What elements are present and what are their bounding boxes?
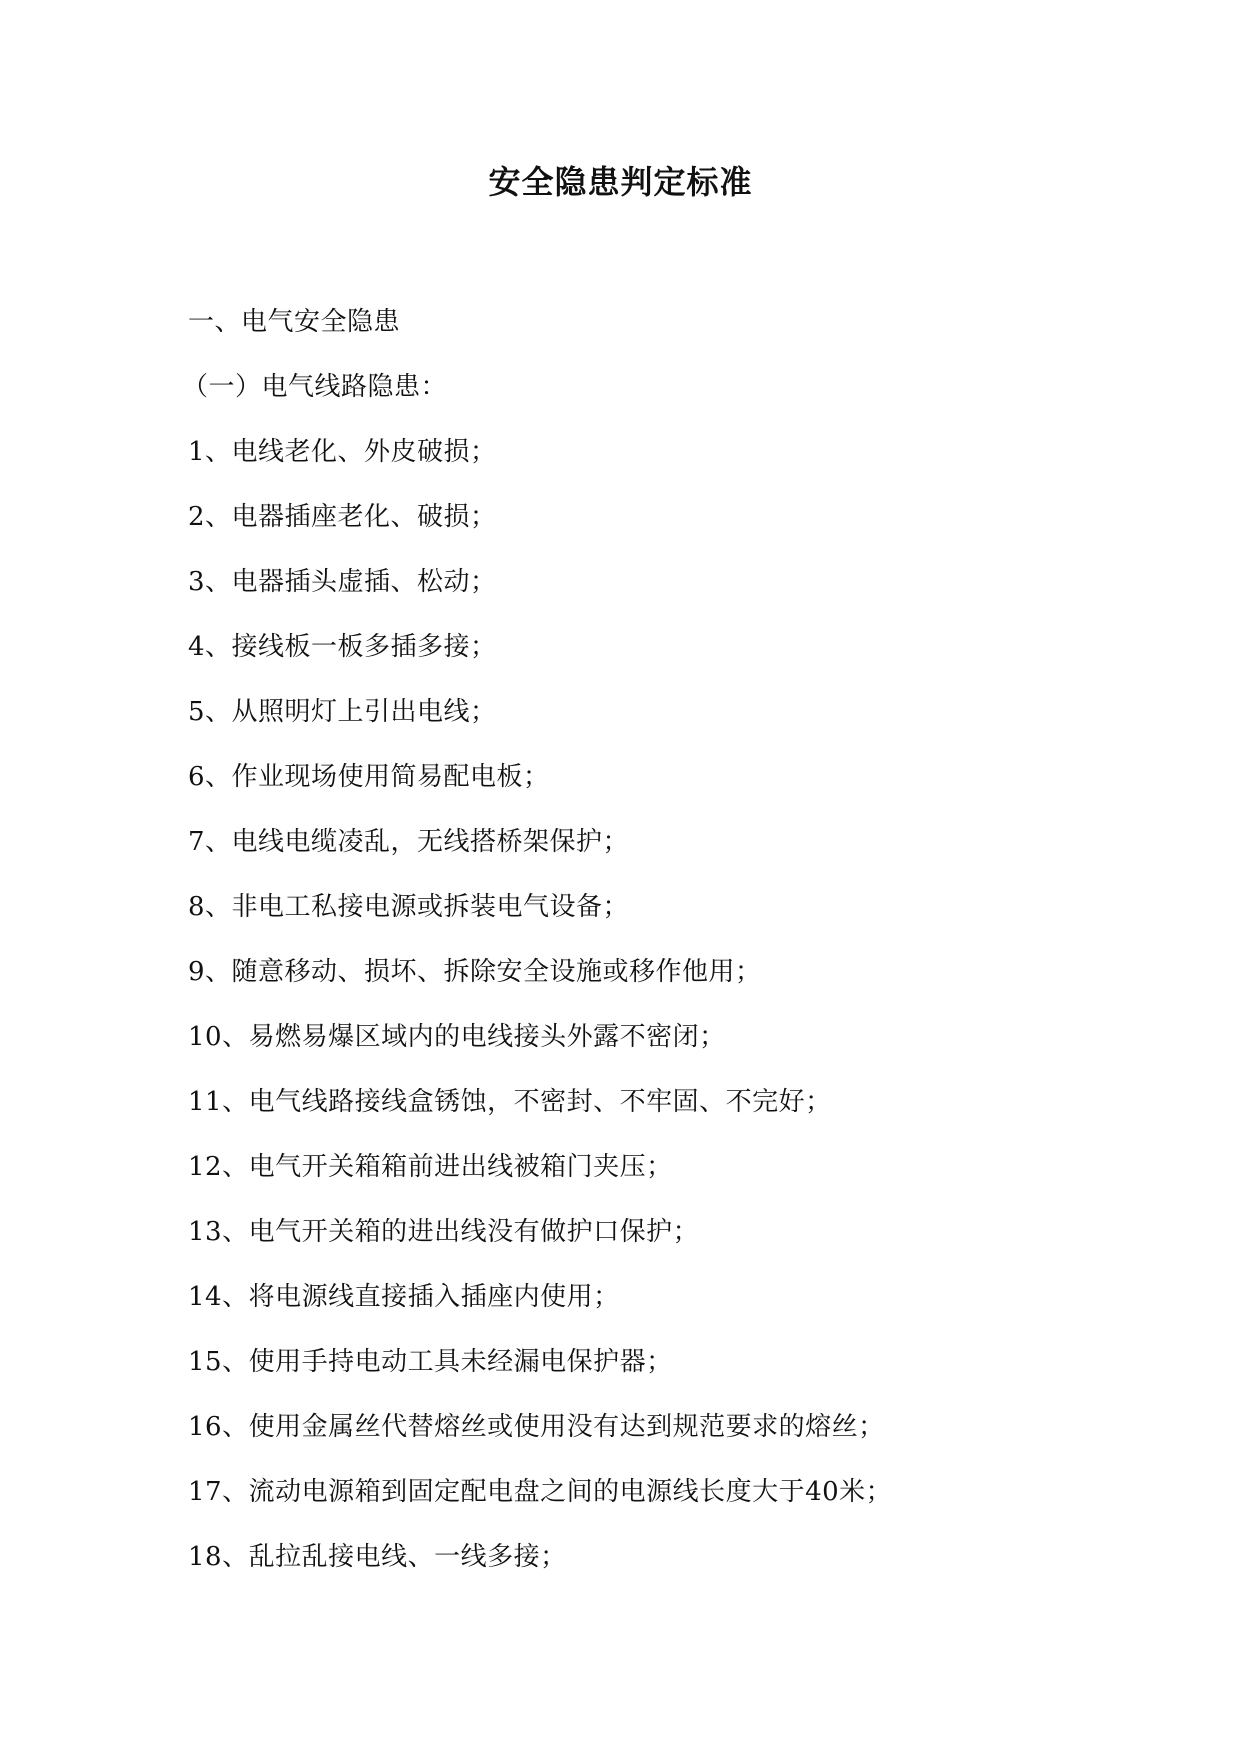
list-item: 12、电气开关箱箱前进出线被箱门夹压；: [188, 1152, 673, 1182]
list-item: 17、流动电源箱到固定配电盘之间的电源线长度大于40米；: [188, 1477, 893, 1507]
list-item: 7、电线电缆凌乱，无线搭桥架保护；: [188, 827, 630, 857]
list-item: 5、从照明灯上引出电线；: [188, 697, 497, 727]
document-title: 安全隐患判定标准: [488, 163, 753, 201]
subsection-heading: （一）电气线路隐患：: [182, 372, 448, 402]
section-heading: 一、电气安全隐患: [188, 307, 401, 337]
list-item: 2、电器插座老化、破损；: [188, 502, 497, 532]
list-item: 16、使用金属丝代替熔丝或使用没有达到规范要求的熔丝；: [188, 1412, 885, 1442]
list-item: 13、电气开关箱的进出线没有做护口保护；: [188, 1217, 700, 1247]
list-item: 11、电气线路接线盒锈蚀，不密封、不牢固、不完好；: [188, 1087, 832, 1117]
list-item: 4、接线板一板多插多接；: [188, 632, 497, 662]
list-item: 14、将电源线直接插入插座内使用；: [188, 1282, 620, 1312]
list-item: 18、乱拉乱接电线、一线多接；: [188, 1542, 567, 1572]
list-item: 9、随意移动、损坏、拆除安全设施或移作他用；: [188, 957, 762, 987]
document-body: [182, 290, 1188, 1590]
list-item: 1、电线老化、外皮破损；: [188, 437, 497, 467]
list-item: 8、非电工私接电源或拆装电气设备；: [188, 892, 630, 922]
list-item: 3、电器插头虚插、松动；: [188, 567, 497, 597]
list-item: 6、作业现场使用简易配电板；: [188, 762, 550, 792]
list-item: 15、使用手持电动工具未经漏电保护器；: [188, 1347, 673, 1377]
list-item: 10、易燃易爆区域内的电线接头外露不密闭；: [188, 1022, 726, 1052]
